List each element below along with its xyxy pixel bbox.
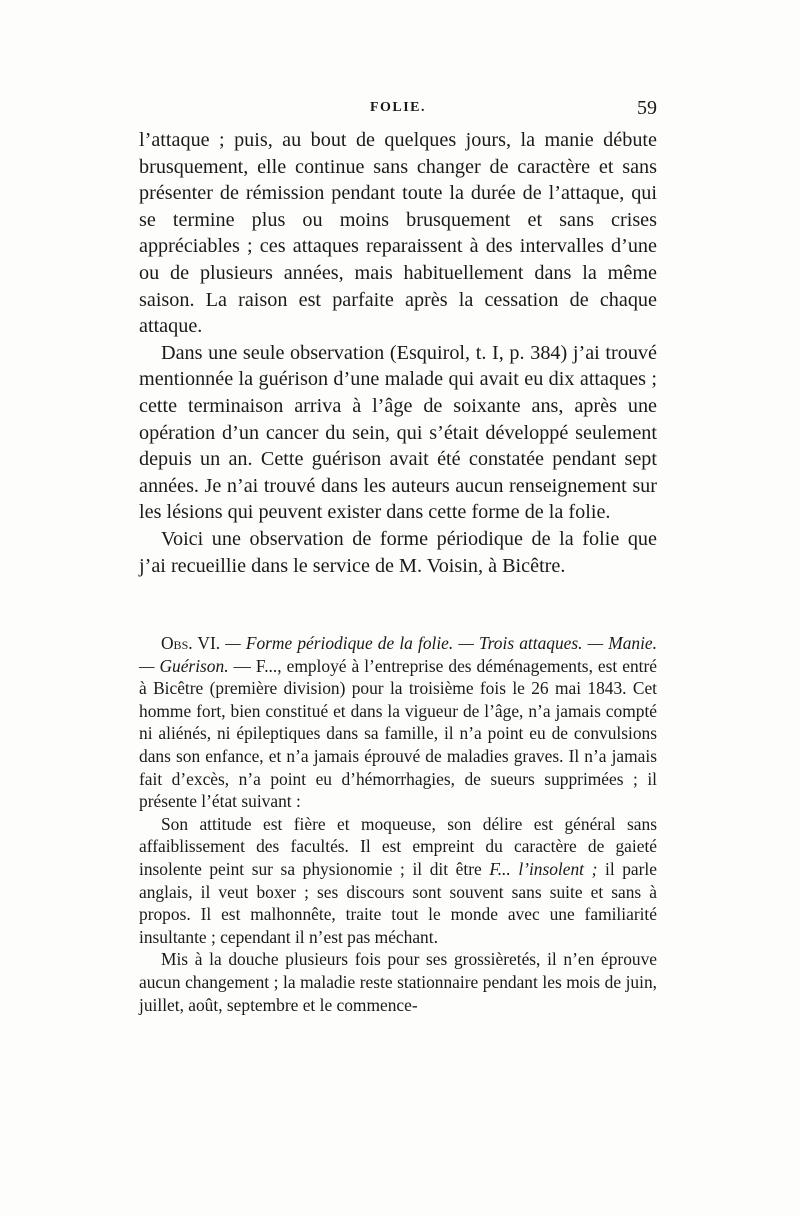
observation-intro bbox=[139, 632, 657, 813]
running-title: FOLIE. bbox=[369, 100, 427, 115]
body-text bbox=[139, 127, 657, 579]
observation-p2-italic: F... l’insolent ; bbox=[489, 858, 598, 879]
observation-title: — Forme périodique de la folie. — Trois attaques. — Manie. — Guérison. bbox=[139, 633, 657, 676]
page-number: 59 bbox=[637, 97, 657, 119]
paragraph-1: l’attaque ; puis, au bout de quelques jours, la manie débute brusquement, elle continue sans changer de caractère et sans présenter de rémission pendant toute la durée de l’attaque, qui se termine plus ou moins brusquement et sans crises appréciables ; ces attaques reparaissent à des intervalles d’une ou de plusieurs années, mais habituellement dans la même saison. La raison est parfaite après la cessation de chaque attaque. bbox=[139, 129, 657, 338]
running-head bbox=[139, 97, 657, 124]
observation-paragraph-3: Mis à la douche plusieurs fois pour ses grossièretés, il n’en éprouve aucun changement ; la maladie reste stationnaire pendant les mois de juin, juillet, août, septembre et le commence- bbox=[139, 949, 657, 1015]
observation-intro-text: — F..., employé à l’entreprise des déménagements, est entré à Bicêtre (première division) pour la troisième fois le 26 mai 1843. Cet homme fort, bien constitué et dans la vigueur de l’âge, n’a jamais compté ni aliénés, ni épileptiques dans sa famille, il n’a point eu de convulsions dans son enfance, et n’a jamais éprouvé de maladies graves. Il n’a jamais fait d’excès, n’a point eu d’hémorrhagies, de sueurs supprimées ; il présente l’état suivant : bbox=[139, 655, 657, 812]
observation-p2-after: il parle anglais, il veut boxer ; ses discours sont souvent sans suite et sans à propos. Il est malhonnête, traite tout le monde avec une familiarité insultante ; cependant il n’est pas méchant. bbox=[139, 858, 657, 947]
paragraph-2: Dans une seule observation (Esquirol, t. I, p. 384) j’ai trouvé mentionnée la guérison d’une malade qui avait eu dix attaques ; cette terminaison arriva à l’âge de soixante ans, après une opération d’un cancer du sein, qui s’était développé seulement depuis un an. Cette guérison avait été constatée pendant sept années. Je n’ai trouvé dans les auteurs aucun renseignement sur les lésions qui peuvent exister dans cette forme de la folie. bbox=[139, 341, 657, 524]
paragraph-3: Voici une observation de forme périodique de la folie que j’ai recueillie dans le service de M. Voisin, à Bicêtre. bbox=[139, 527, 657, 577]
observation-paragraph-2 bbox=[139, 813, 657, 949]
observation-label: Obs. VI. bbox=[161, 633, 221, 653]
observation-p2-before: Son attitude est fière et moqueuse, son délire est général sans affaiblissement des facultés. Il est empreint du caractère de gaieté insolente peint sur sa physionomie ; il dit être bbox=[139, 813, 657, 879]
observation-block bbox=[139, 632, 657, 1016]
